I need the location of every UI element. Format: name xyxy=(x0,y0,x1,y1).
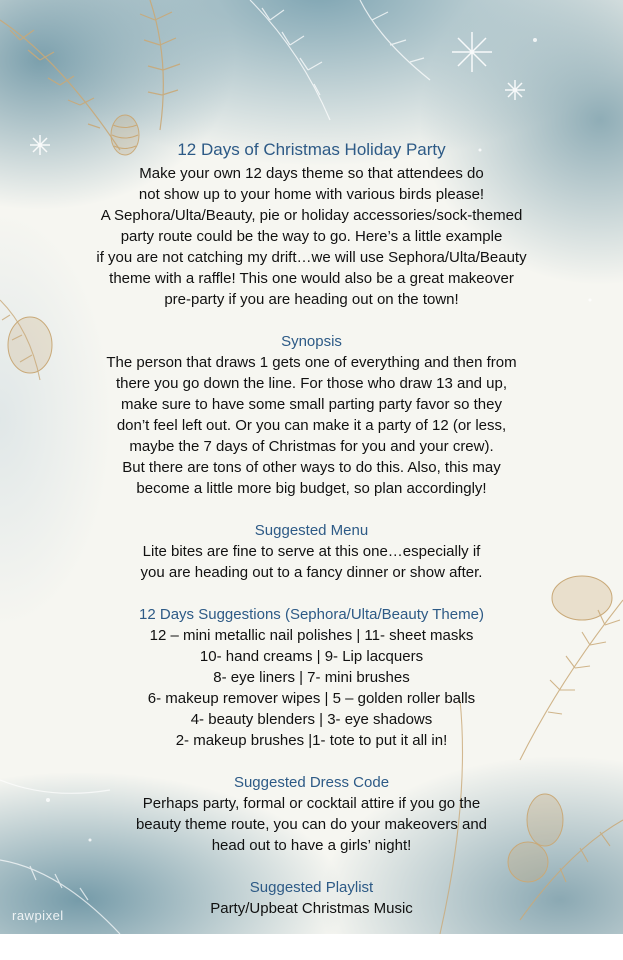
dress-code-line: head out to have a girls’ night! xyxy=(211,837,412,854)
intro-paragraph xyxy=(0,163,623,310)
rawpixel-watermark: rawpixel xyxy=(12,908,64,923)
synopsis-line: The person that draws 1 gets one of everything and then from xyxy=(106,354,517,371)
suggestion-line: 10- hand creams | 9- Lip lacquers xyxy=(199,648,424,665)
intro-line: party route could be the way to go. Here’s a little example xyxy=(120,228,503,245)
intro-line: theme with a raffle! This one would also be a great makeover xyxy=(109,270,514,287)
menu-heading: Suggested Menu xyxy=(254,522,369,539)
intro-line: if you are not catching my drift…we will use Sephora/Ulta/Beauty xyxy=(96,249,527,266)
pine-branch-icon xyxy=(0,0,180,150)
synopsis-line: maybe the 7 days of Christmas for you and your crew). xyxy=(129,438,494,455)
page-title: 12 Days of Christmas Holiday Party xyxy=(177,140,446,159)
playlist-heading: Suggested Playlist xyxy=(249,879,374,896)
snowflake-icon xyxy=(30,32,525,155)
dress-code-heading: Suggested Dress Code xyxy=(233,774,390,791)
intro-line: A Sephora/Ulta/Beauty, pie or holiday accessories/sock-themed xyxy=(100,207,523,224)
synopsis-line: make sure to have some small parting party favor so they xyxy=(120,396,502,413)
synopsis-line: become a little more big budget, so plan accordingly! xyxy=(136,480,487,497)
suggestions-section xyxy=(0,604,623,751)
suggestion-line: 12 – mini metallic nail polishes | 11- sheet masks xyxy=(149,627,474,644)
menu-section xyxy=(0,520,623,583)
dress-code-section xyxy=(0,772,623,856)
synopsis-section xyxy=(0,331,623,499)
suggestion-line: 2- makeup brushes |1- tote to put it all in! xyxy=(175,732,448,749)
playlist-section xyxy=(0,877,623,919)
intro-line: Make your own 12 days theme so that attendees do xyxy=(139,165,484,182)
synopsis-heading: Synopsis xyxy=(281,333,342,350)
menu-line: you are heading out to a fancy dinner or show after. xyxy=(140,564,483,581)
playlist-line: Party/Upbeat Christmas Music xyxy=(210,900,413,917)
suggestions-heading: 12 Days Suggestions (Sephora/Ulta/Beauty Theme) xyxy=(139,606,484,623)
intro-line: not show up to your home with various birds please! xyxy=(138,186,485,203)
suggestion-line: 6- makeup remover wipes | 5 – golden roller balls xyxy=(147,690,476,707)
menu-line: Lite bites are fine to serve at this one…especially if xyxy=(142,543,481,560)
invitation-text xyxy=(0,138,623,919)
dress-code-line: Perhaps party, formal or cocktail attire if you go the xyxy=(142,795,481,812)
suggestion-line: 4- beauty blenders | 3- eye shadows xyxy=(190,711,433,728)
suggestion-line: 8- eye liners | 7- mini brushes xyxy=(213,669,410,686)
synopsis-line: there you go down the line. For those who draw 13 and up, xyxy=(115,375,508,392)
synopsis-line: don’t feel left out. Or you can make it a party of 12 (or less, xyxy=(116,417,507,434)
synopsis-line: But there are tons of other ways to do this. Also, this may xyxy=(122,459,501,476)
intro-line: pre-party if you are heading out on the town! xyxy=(164,291,459,308)
dress-code-line: beauty theme route, you can do your makeovers and xyxy=(135,816,488,833)
pine-branch-icon xyxy=(250,0,430,120)
